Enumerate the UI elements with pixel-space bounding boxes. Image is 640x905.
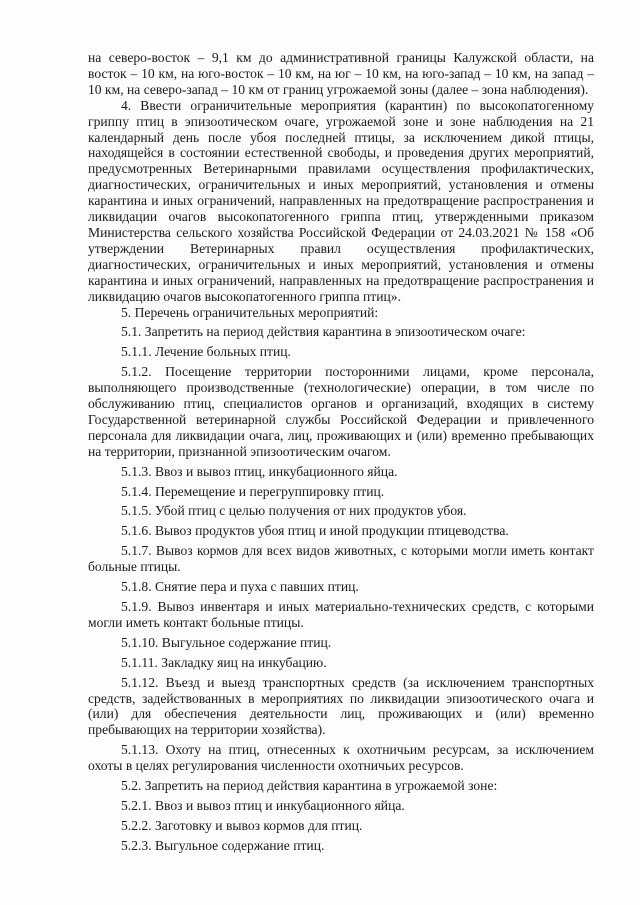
paragraph-5-1-8: 5.1.8. Снятие пера и пуха с павших птиц. xyxy=(121,579,359,595)
paragraph-4-quarantine: 4. Ввести ограничительные мероприятия (карантин) по высокопатогенному гриппу птиц в эпизоотическом очаге, угрожаемой зоне и зоне наблюдения на 21 календарный день после убоя последней птицы, за исключением дикой птицы, находящейся в состоянии естественной свободы, и проведения других мероприятий, предусмотренных Ветеринарными правилами осуществления профилактических, диагностических, ограничительных и иных мероприятий, установления и отмены карантина и иных ограничений, направленных на предотвращение распространения и ликвидации очагов высокопатогенного гриппа птиц, утвержденными приказом Министерства сельского хозяйства Российской Федерации от 24.03.2021 № 158 «Об утверждении Ветеринарных правил осуществления профилактических, диагностических, ограничительных и иных мероприятий, установления и отмены карантина и иных ограничений, направленных на предотвращение распространения и ликвидацию очагов высокопатогенного гриппа птиц». xyxy=(88,97,594,304)
paragraph-5-heading: 5. Перечень ограничительных мероприятий: xyxy=(121,304,379,320)
paragraph-5-1-10: 5.1.10. Выгульное содержание птиц. xyxy=(121,634,332,650)
paragraph-5-1-6: 5.1.6. Вывоз продуктов убоя птиц и иной продукции птицеводства. xyxy=(121,523,509,539)
paragraph-5-2-3: 5.2.3. Выгульное содержание птиц. xyxy=(121,837,325,853)
paragraph-5-1-3: 5.1.3. Ввоз и вывоз птиц, инкубационного яйца. xyxy=(121,463,398,479)
paragraph-zone-boundaries: на северо-восток – 9,1 км до административной границы Калужской области, на восток – 10 км, на юго-восток – 10 км, на юг – 10 км, на юго-запад – 10 км, на запад – 10 км, на северо-запад – 10 км от границ угрожаемой зоны (далее – зона наблюдения). xyxy=(88,50,594,97)
paragraph-5-1-12: 5.1.12. Въезд и выезд транспортных средств (за исключением транспортных средств, задействованных в мероприятиях по ликвидации эпизоотического очага и (или) для обеспечения деятельности лиц, проживающих и (или) временно пребывающих на территории хозяйства). xyxy=(88,674,594,738)
paragraph-5-2: 5.2. Запретить на период действия карантина в угрожаемой зоне: xyxy=(121,778,498,794)
paragraph-5-1-2: 5.1.2. Посещение территории посторонними лицами, кроме персонала, выполняющего производственные (технологические) операции, в том числе по обслуживанию птиц, специалистов органов и организаций, входящих в систему Государственной ветеринарной службы Российской Федерации и привлеченного персонала для ликвидации очага, лиц, проживающих и (или) временно пребывающих на территории, признанной эпизоотическим очагом. xyxy=(88,364,594,459)
paragraph-5-2-1: 5.2.1. Ввоз и вывоз птиц и инкубационного яйца. xyxy=(121,797,405,813)
paragraph-5-1-11: 5.1.11. Закладку яиц на инкубацию. xyxy=(121,654,327,670)
paragraph-5-1-13: 5.1.13. Охоту на птиц, отнесенных к охотничьим ресурсам, за исключением охоты в целях регулирования численности охотничьих ресурсов. xyxy=(88,742,594,774)
paragraph-5-1-1: 5.1.1. Лечение больных птиц. xyxy=(121,344,291,360)
paragraph-5-1: 5.1. Запретить на период действия карантина в эпизоотическом очаге: xyxy=(121,324,526,340)
document-body xyxy=(88,50,594,854)
paragraph-5-2-2: 5.2.2. Заготовку и вывоз кормов для птиц. xyxy=(121,817,363,833)
paragraph-5-1-5: 5.1.5. Убой птиц с целью получения от них продуктов убоя. xyxy=(121,503,467,519)
paragraph-5-1-9: 5.1.9. Вывоз инвентаря и иных материально-технических средств, с которыми могли иметь контакт больные птицы. xyxy=(88,599,594,630)
paragraph-5-1-7: 5.1.7. Вывоз кормов для всех видов животных, с которыми могли иметь контакт больные птицы. xyxy=(88,543,594,575)
paragraph-5-1-4: 5.1.4. Перемещение и перегруппировку птиц. xyxy=(121,483,385,499)
